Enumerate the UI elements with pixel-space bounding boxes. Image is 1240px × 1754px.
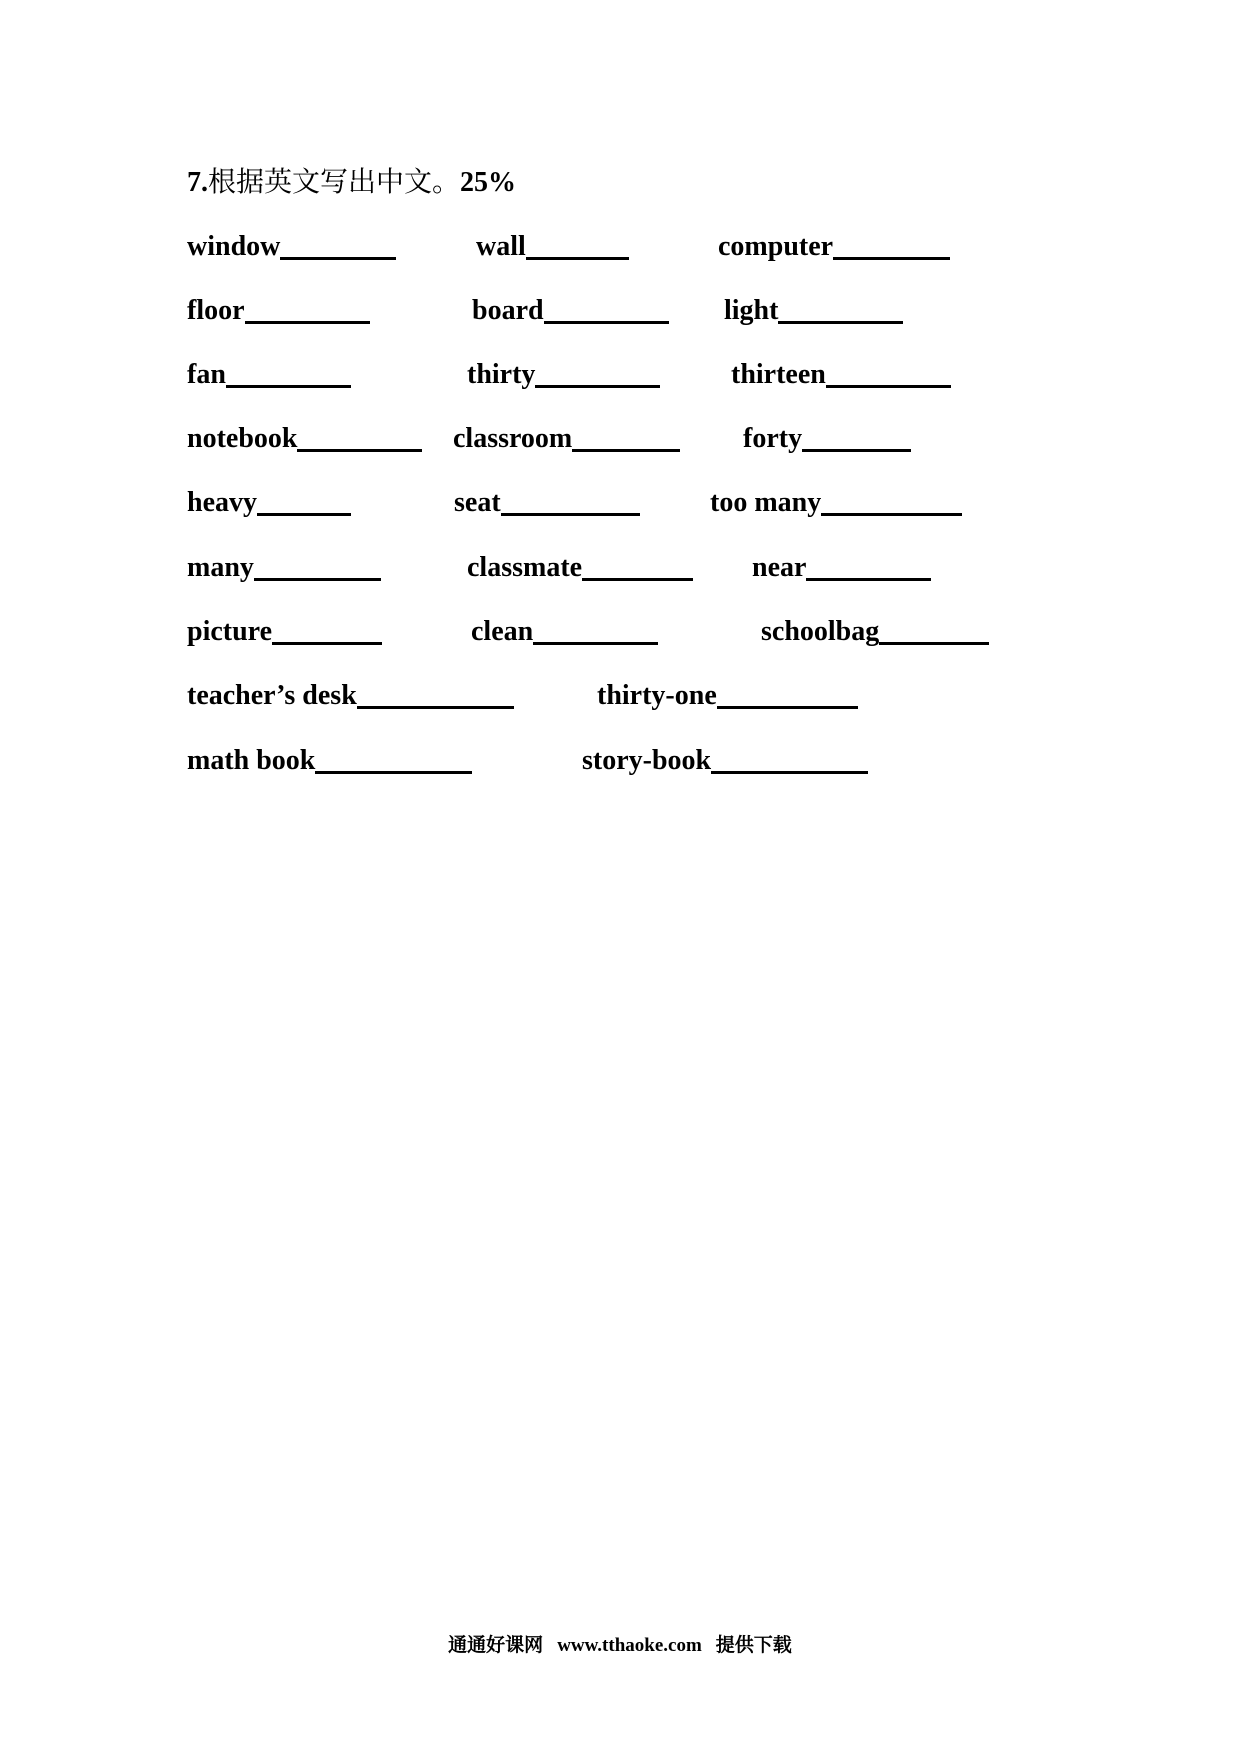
vocab-item [724,294,903,328]
answer-blank[interactable] [806,578,931,581]
answer-blank[interactable] [272,642,382,645]
vocab-item [476,230,629,264]
vocab-word: thirty [467,359,536,390]
vocab-word: heavy [187,487,257,518]
answer-blank[interactable] [544,321,669,324]
footer-note: 提供下载 [715,1634,792,1656]
page-footer [0,1630,1240,1657]
answer-blank[interactable] [315,771,472,774]
answer-blank[interactable] [501,513,640,516]
answer-blank[interactable] [245,321,370,324]
vocab-item [718,230,950,264]
answer-blank[interactable] [833,257,950,260]
vocab-word: math book [187,745,316,776]
vocab-word: light [724,295,779,326]
answer-blank[interactable] [533,642,658,645]
vocab-word: board [472,295,544,326]
vocab-word: notebook [187,423,298,454]
vocab-word: schoolbag [761,616,880,647]
vocab-word: clean [471,616,534,647]
vocab-item [187,294,370,328]
vocab-item [710,486,962,520]
answer-blank[interactable] [526,257,629,260]
vocab-item [467,551,693,585]
vocab-item [731,358,951,392]
answer-blank[interactable] [572,449,680,452]
answer-blank[interactable] [257,513,351,516]
vocab-item [187,744,472,778]
answer-blank[interactable] [297,449,422,452]
answer-blank[interactable] [778,321,903,324]
vocab-item [761,615,989,649]
vocab-item [471,615,658,649]
answer-blank[interactable] [357,706,514,709]
vocab-word: thirteen [731,359,826,390]
vocab-item [187,486,351,520]
answer-blank[interactable] [879,642,989,645]
section-score: 25% [460,167,517,198]
vocab-word: classroom [453,423,573,454]
answer-blank[interactable] [802,449,911,452]
vocab-word: teacher’s desk [187,680,357,711]
vocab-word: forty [743,423,803,454]
answer-blank[interactable] [582,578,693,581]
vocab-item [752,551,931,585]
answer-blank[interactable] [826,385,951,388]
vocab-word: near [752,552,807,583]
vocab-item [743,422,911,456]
vocab-item [187,422,422,456]
answer-blank[interactable] [226,385,351,388]
vocab-word: seat [454,487,501,518]
vocab-item [453,422,680,456]
vocab-item [187,551,381,585]
vocab-item [582,744,868,778]
vocab-item [467,358,660,392]
answer-blank[interactable] [280,257,396,260]
vocab-word: story-book [582,745,712,776]
footer-url[interactable]: www.tthaoke.com [557,1635,702,1656]
vocab-item [472,294,669,328]
vocab-word: computer [718,231,834,262]
vocab-word: wall [476,231,526,262]
answer-blank[interactable] [535,385,660,388]
answer-blank[interactable] [254,578,381,581]
vocab-item [187,615,382,649]
vocab-item [187,679,514,713]
footer-site-name: 通通好课网 [448,1634,544,1656]
vocab-item [454,486,640,520]
vocab-word: picture [187,616,273,647]
vocab-word: classmate [467,552,583,583]
vocab-word: fan [187,359,226,390]
vocab-item [187,358,351,392]
vocab-word: window [187,231,281,262]
vocab-word: many [187,552,254,583]
vocab-item [597,679,858,713]
section-number: 7. [187,167,208,198]
answer-blank[interactable] [821,513,962,516]
vocab-item [187,230,396,264]
answer-blank[interactable] [717,706,858,709]
vocab-word: too many [710,487,822,518]
section-instruction: 根据英文写出中文。 [208,165,461,198]
answer-blank[interactable] [711,771,868,774]
vocab-word: floor [187,295,245,326]
vocab-word: thirty-one [597,680,717,711]
